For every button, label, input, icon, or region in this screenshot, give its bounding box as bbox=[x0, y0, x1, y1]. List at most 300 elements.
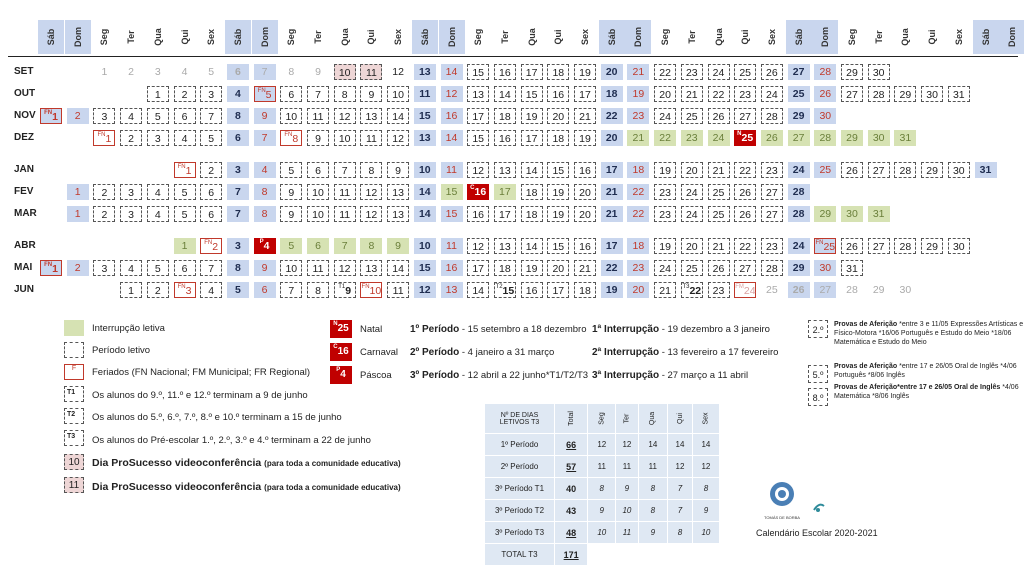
table-cell: 9 bbox=[692, 500, 719, 522]
day-cell: 7 bbox=[254, 130, 276, 146]
day-cell: 29 bbox=[894, 86, 916, 102]
day-cell: 13 bbox=[494, 162, 516, 178]
day-cell: 18 bbox=[521, 206, 543, 222]
day-cell: 7 bbox=[254, 64, 276, 80]
day-cell: 6 bbox=[307, 238, 329, 254]
table-cell: 9 bbox=[616, 478, 638, 500]
day-cell: 13 bbox=[387, 206, 409, 222]
day-cell: 14 bbox=[387, 108, 409, 124]
day-cell: 3 bbox=[147, 130, 169, 146]
table-total-label: TOTAL T3 bbox=[485, 544, 555, 566]
day-cell: 25 bbox=[766, 284, 778, 296]
day-cell: 31 bbox=[975, 162, 997, 178]
day-cell: 11 bbox=[334, 184, 356, 200]
day-cell: 31 bbox=[868, 206, 890, 222]
day-cell: $^{T1}$9 bbox=[334, 282, 356, 298]
weekday-header: Qui bbox=[553, 29, 564, 45]
natal-label: Natal bbox=[360, 324, 383, 335]
table-cell: 14 bbox=[692, 434, 719, 456]
period-3: 3º Período - 12 abril a 22 junho*T1/T2/T3 bbox=[410, 370, 589, 381]
afericao-text-2: Provas de Aferição *entre 3 e 11/05 Expressões Artísticas e Físico-Motora *16/06 Português e Estudo do Meio *18/06 Matemática e Estudo do Meio bbox=[834, 321, 1024, 346]
day-cell: 22 bbox=[734, 162, 756, 178]
day-cell: 8 bbox=[288, 66, 295, 78]
day-cell: 26 bbox=[708, 260, 730, 276]
table-cell: 10 bbox=[616, 500, 638, 522]
table-header-first: Nº DE DIAS LETIVOS T3 bbox=[485, 404, 555, 434]
day-cell: 9 bbox=[315, 66, 321, 78]
day-cell: 9 bbox=[307, 130, 329, 146]
weekday-header: Sex bbox=[580, 28, 590, 46]
day-cell: 9 bbox=[254, 260, 276, 276]
weekday-header: Sáb bbox=[973, 20, 999, 54]
header-divider bbox=[8, 56, 1018, 57]
table-cell: 11 bbox=[638, 456, 668, 478]
day-cell: 6 bbox=[280, 86, 302, 102]
day-cell: 14 bbox=[521, 162, 543, 178]
day-cell: 26 bbox=[708, 108, 730, 124]
day-cell: 21 bbox=[681, 86, 703, 102]
weekday-header: Sex bbox=[766, 28, 777, 46]
day-cell: 30 bbox=[841, 206, 863, 222]
day-cell: 2 bbox=[120, 130, 142, 146]
day-cell: 16 bbox=[467, 206, 489, 222]
day-cell: 1 bbox=[67, 184, 89, 200]
day-cell: 9 bbox=[360, 86, 382, 102]
day-cell: 20 bbox=[681, 162, 703, 178]
day-cell: $^{FN}$5 bbox=[254, 86, 276, 102]
legend-prosucesso-10: Dia ProSucesso videoconferência (para toda a comunidade educativa) bbox=[92, 457, 401, 469]
day-cell: 10 bbox=[307, 206, 329, 222]
day-cell: 15 bbox=[467, 130, 489, 146]
table-cell: 9 bbox=[588, 500, 616, 522]
day-cell: 23 bbox=[708, 282, 730, 298]
table-header-total: Total bbox=[555, 404, 588, 434]
day-cell: 17 bbox=[494, 206, 516, 222]
day-cell: 18 bbox=[494, 108, 516, 124]
day-cell: $^C$16 bbox=[467, 184, 489, 200]
day-cell: 6 bbox=[254, 282, 276, 298]
day-cell: 20 bbox=[627, 282, 649, 298]
weekday-header: Qui bbox=[179, 29, 190, 45]
day-cell: 5 bbox=[147, 108, 169, 124]
day-cell: 10 bbox=[280, 260, 302, 276]
day-cell: 3 bbox=[227, 162, 249, 178]
month-label: JAN bbox=[14, 164, 35, 175]
day-cell: 14 bbox=[387, 260, 409, 276]
table-cell: 12 bbox=[616, 434, 638, 456]
day-cell: 7 bbox=[200, 108, 222, 124]
weekday-header: Sex bbox=[206, 28, 217, 46]
table-cell: 3º Período T1 bbox=[485, 478, 555, 500]
day-cell: 3 bbox=[93, 260, 115, 276]
day-cell: 22 bbox=[734, 238, 756, 254]
month-label: ABR bbox=[14, 240, 36, 251]
day-cell: 19 bbox=[547, 184, 569, 200]
legend-prosucesso-11: Dia ProSucesso videoconferência (para toda a comunidade educativa) bbox=[92, 481, 401, 493]
day-cell: 26 bbox=[814, 86, 836, 102]
day-cell: 22 bbox=[627, 184, 649, 200]
weekday-header: Sáb bbox=[225, 20, 251, 54]
day-cell: 30 bbox=[814, 260, 836, 276]
day-cell: 27 bbox=[814, 282, 836, 298]
day-cell: 14 bbox=[414, 206, 436, 222]
day-cell: 30 bbox=[948, 238, 970, 254]
day-cell: 20 bbox=[574, 206, 596, 222]
legend-swatch-t1: T1 bbox=[64, 386, 84, 402]
afericao-box-5: 5.º bbox=[808, 365, 828, 383]
table-cell: 8 bbox=[638, 500, 668, 522]
table-row bbox=[485, 478, 720, 500]
day-cell: 10 bbox=[414, 162, 436, 178]
day-cell: 28 bbox=[788, 184, 810, 200]
legend-t2: Os alunos do 5.º, 6.º, 7.º, 8.º e 10.º terminam a 15 de junho bbox=[92, 412, 342, 423]
day-cell: 14 bbox=[441, 130, 463, 146]
day-cell: 22 bbox=[601, 108, 623, 124]
school-name: TOMÁS DE BORBA bbox=[764, 515, 800, 520]
day-cell: 12 bbox=[467, 162, 489, 178]
interruption-3: 3ª Interrupção - 27 março a 11 abril bbox=[592, 370, 749, 381]
weekday-header: Sex bbox=[953, 28, 964, 46]
table-cell bbox=[692, 544, 719, 566]
footer-title: Calendário Escolar 2020-2021 bbox=[756, 528, 878, 538]
table-cell: 11 bbox=[616, 522, 638, 544]
day-cell: $^N$25 bbox=[734, 130, 756, 146]
weekday-header: Dom bbox=[812, 20, 838, 54]
afericao-box-8: 8.º bbox=[808, 388, 828, 406]
day-cell: 11 bbox=[307, 108, 329, 124]
day-cell: 19 bbox=[601, 282, 623, 298]
day-cell: 10 bbox=[414, 238, 436, 254]
day-cell: 21 bbox=[601, 206, 623, 222]
month-label: NOV bbox=[14, 110, 36, 121]
table-cell: 10 bbox=[588, 522, 616, 544]
day-cell: 22 bbox=[654, 64, 676, 80]
day-cell: 28 bbox=[761, 260, 783, 276]
table-cell: 66 bbox=[555, 434, 588, 456]
table-cell: 8 bbox=[638, 478, 668, 500]
day-cell: 25 bbox=[681, 260, 703, 276]
day-cell: $^{FN}$8 bbox=[280, 130, 302, 146]
day-cell: 28 bbox=[814, 64, 836, 80]
day-cell: 16 bbox=[494, 64, 516, 80]
day-cell: 10 bbox=[280, 108, 302, 124]
day-cell: 9 bbox=[254, 108, 276, 124]
day-cell: 2 bbox=[128, 66, 135, 78]
day-cell: 7 bbox=[307, 86, 329, 102]
day-cell: 25 bbox=[681, 108, 703, 124]
day-cell: 26 bbox=[788, 282, 810, 298]
table-cell: 1º Período bbox=[485, 434, 555, 456]
day-cell: 16 bbox=[574, 162, 596, 178]
day-cell: 13 bbox=[414, 64, 436, 80]
month-label: OUT bbox=[14, 88, 36, 99]
table-cell: 12 bbox=[668, 456, 693, 478]
table-cell bbox=[638, 544, 668, 566]
weekday-header: Qui bbox=[366, 29, 377, 45]
day-cell: 23 bbox=[734, 86, 756, 102]
day-cell: 2 bbox=[67, 108, 89, 124]
legend-t1: Os alunos do 9.º, 11.º e 12.º terminam a 9 de junho bbox=[92, 390, 308, 401]
legend-swatch-t2: T2 bbox=[64, 408, 84, 424]
day-cell: 6 bbox=[227, 64, 249, 80]
weekday-header: Qui bbox=[740, 29, 751, 45]
day-cell: 2 bbox=[200, 162, 222, 178]
day-cell: 25 bbox=[708, 184, 730, 200]
day-cell: 13 bbox=[441, 282, 463, 298]
day-cell: 19 bbox=[654, 162, 676, 178]
day-cell: 11 bbox=[360, 130, 382, 146]
day-cell: 28 bbox=[761, 108, 783, 124]
day-cell: 18 bbox=[494, 260, 516, 276]
day-cell: 17 bbox=[574, 86, 596, 102]
day-cell: 6 bbox=[307, 162, 329, 178]
day-cell: 24 bbox=[788, 162, 810, 178]
day-cell: 3 bbox=[120, 206, 142, 222]
day-cell: $^{FN}$1 bbox=[174, 162, 196, 178]
day-cell: 16 bbox=[494, 130, 516, 146]
month-label: MAR bbox=[14, 208, 37, 219]
day-cell: 31 bbox=[841, 260, 863, 276]
day-cell: 27 bbox=[761, 206, 783, 222]
weekday-header: Ter bbox=[873, 30, 884, 44]
table-cell: 57 bbox=[555, 456, 588, 478]
day-cell: 10 bbox=[334, 64, 356, 80]
table-row bbox=[485, 434, 720, 456]
day-cell: 7 bbox=[334, 238, 356, 254]
table-cell bbox=[668, 544, 693, 566]
day-cell: 11 bbox=[307, 260, 329, 276]
legend-swatch-interrupcao bbox=[64, 320, 84, 336]
day-cell: 5 bbox=[174, 206, 196, 222]
day-cell: 20 bbox=[547, 260, 569, 276]
month-label: MAI bbox=[14, 262, 33, 273]
weekday-header: Dom bbox=[65, 20, 91, 54]
day-cell: 27 bbox=[841, 86, 863, 102]
interruption-1: 1ª Interrupção - 19 dezembro a 3 janeiro bbox=[592, 324, 770, 335]
weekday-header: Ter bbox=[126, 30, 137, 44]
day-cell: 10 bbox=[334, 130, 356, 146]
day-cell: 1 bbox=[174, 238, 196, 254]
day-cell: 18 bbox=[547, 64, 569, 80]
day-cell: 27 bbox=[734, 260, 756, 276]
legend-t3: Os alunos do Pré-escolar 1.º, 2.º, 3.º e 4.º terminam a 22 de junho bbox=[92, 435, 371, 446]
day-cell: 27 bbox=[868, 238, 890, 254]
day-cell: 21 bbox=[654, 282, 676, 298]
secondary-logo-icon bbox=[812, 500, 826, 514]
day-cell: 12 bbox=[334, 108, 356, 124]
day-cell: 19 bbox=[574, 130, 596, 146]
table-cell: 14 bbox=[668, 434, 693, 456]
table-cell: 12 bbox=[692, 456, 719, 478]
day-cell: 15 bbox=[441, 184, 463, 200]
day-cell: $^{FN}$25 bbox=[815, 240, 836, 253]
day-cell: 4 bbox=[200, 282, 222, 298]
day-cell: 15 bbox=[441, 206, 463, 222]
day-cell: 6 bbox=[200, 206, 222, 222]
day-cell: $^{FM}$24 bbox=[735, 284, 756, 297]
day-cell: 25 bbox=[708, 206, 730, 222]
day-cell: 18 bbox=[627, 238, 649, 254]
day-cell: 14 bbox=[494, 86, 516, 102]
table-header-ter: Ter bbox=[616, 404, 638, 434]
day-cell: 22 bbox=[601, 260, 623, 276]
day-cell: 19 bbox=[521, 108, 543, 124]
day-cell: $^{FN}$1 bbox=[93, 130, 115, 146]
day-cell: 3 bbox=[227, 238, 249, 254]
weekday-header: Qui bbox=[927, 29, 938, 45]
day-cell: 18 bbox=[574, 282, 596, 298]
day-cell: 28 bbox=[894, 238, 916, 254]
period-2: 2º Período - 4 janeiro a 31 março bbox=[410, 347, 555, 358]
weekday-header: Seg bbox=[660, 28, 671, 46]
day-cell: 16 bbox=[574, 238, 596, 254]
table-header-qua: Qua bbox=[638, 404, 668, 434]
day-cell: 21 bbox=[708, 162, 730, 178]
day-cell: 18 bbox=[521, 184, 543, 200]
day-cell: 5 bbox=[200, 130, 222, 146]
day-cell: 8 bbox=[360, 238, 382, 254]
table-header-seg: Seg bbox=[588, 404, 616, 434]
day-cell: 8 bbox=[254, 206, 276, 222]
table-cell: 10 bbox=[692, 522, 719, 544]
table-total-row bbox=[485, 544, 720, 566]
day-cell: 19 bbox=[654, 238, 676, 254]
day-cell: 3 bbox=[200, 86, 222, 102]
day-cell: 8 bbox=[360, 162, 382, 178]
day-cell: 4 bbox=[227, 86, 249, 102]
day-cell: 4 bbox=[147, 184, 169, 200]
day-cell: 25 bbox=[788, 86, 810, 102]
legend-swatch-10: 10 bbox=[64, 454, 84, 470]
day-cell: 7 bbox=[227, 206, 249, 222]
day-cell: 27 bbox=[761, 184, 783, 200]
legend-periodo: Período letivo bbox=[92, 345, 151, 356]
day-cell: 28 bbox=[814, 130, 836, 146]
pascoa-box: $^P$4 bbox=[330, 366, 352, 384]
day-cell: 6 bbox=[200, 184, 222, 200]
day-cell: 4 bbox=[120, 108, 142, 124]
day-cell: 1 bbox=[67, 206, 89, 222]
day-cell: 25 bbox=[734, 64, 756, 80]
day-cell: 19 bbox=[521, 260, 543, 276]
day-cell: 21 bbox=[708, 238, 730, 254]
day-cell: 19 bbox=[547, 206, 569, 222]
table-total-value: 171 bbox=[555, 544, 588, 566]
day-cell: 13 bbox=[494, 238, 516, 254]
day-cell: 9 bbox=[280, 184, 302, 200]
day-cell: 26 bbox=[841, 238, 863, 254]
day-cell: 29 bbox=[814, 206, 836, 222]
day-cell: 8 bbox=[254, 184, 276, 200]
day-cell: 17 bbox=[521, 130, 543, 146]
day-cell: 29 bbox=[788, 108, 810, 124]
day-cell: 26 bbox=[841, 162, 863, 178]
weekday-header: Seg bbox=[286, 28, 297, 46]
day-cell: 22 bbox=[708, 86, 730, 102]
day-cell: 3 bbox=[93, 108, 115, 124]
afericao-box-2: 2.º bbox=[808, 320, 828, 338]
school-logo bbox=[762, 480, 802, 520]
day-cell: 28 bbox=[894, 162, 916, 178]
day-cell: 23 bbox=[681, 64, 703, 80]
day-cell: 5 bbox=[227, 282, 249, 298]
day-cell: 24 bbox=[788, 238, 810, 254]
day-cell: 8 bbox=[227, 260, 249, 276]
day-cell: 24 bbox=[654, 260, 676, 276]
day-cell: 20 bbox=[654, 86, 676, 102]
day-cell: 30 bbox=[921, 86, 943, 102]
day-cell: 22 bbox=[627, 206, 649, 222]
table-cell: 11 bbox=[588, 456, 616, 478]
day-cell: 29 bbox=[788, 260, 810, 276]
day-cell: 18 bbox=[547, 130, 569, 146]
weekday-header: Dom bbox=[439, 20, 465, 54]
day-cell: 20 bbox=[601, 64, 623, 80]
school-days-table bbox=[484, 403, 720, 566]
day-cell: 9 bbox=[387, 238, 409, 254]
day-cell: 13 bbox=[360, 260, 382, 276]
legend-feriados: Feriados (FN Nacional; FM Municipal; FR Regional) bbox=[92, 367, 311, 378]
day-cell: 29 bbox=[841, 64, 863, 80]
weekday-header: Qua bbox=[713, 28, 724, 46]
weekday-header: Qua bbox=[339, 28, 350, 46]
school-logo-icon bbox=[762, 480, 802, 510]
day-cell: 17 bbox=[494, 184, 516, 200]
day-cell: 7 bbox=[200, 260, 222, 276]
day-cell: 12 bbox=[467, 238, 489, 254]
weekday-header: Sex bbox=[393, 28, 404, 46]
day-cell: 14 bbox=[414, 184, 436, 200]
legend-swatch-periodo bbox=[64, 342, 84, 358]
day-cell: 31 bbox=[894, 130, 916, 146]
table-header-qui: Qui bbox=[668, 404, 693, 434]
day-cell: 8 bbox=[334, 86, 356, 102]
table-cell bbox=[588, 544, 616, 566]
day-cell: 9 bbox=[387, 162, 409, 178]
day-cell: 24 bbox=[681, 184, 703, 200]
table-row bbox=[485, 522, 720, 544]
month-label: DEZ bbox=[14, 132, 34, 143]
weekday-header: Dom bbox=[999, 20, 1024, 54]
month-label: SET bbox=[14, 66, 34, 77]
day-cell: 26 bbox=[734, 206, 756, 222]
day-cell: 20 bbox=[681, 238, 703, 254]
day-cell: 19 bbox=[627, 86, 649, 102]
day-cell: $^P$4 bbox=[254, 238, 276, 254]
day-cell: 26 bbox=[761, 64, 783, 80]
carnaval-label: Carnaval bbox=[360, 347, 399, 358]
weekday-header: Dom bbox=[625, 20, 651, 54]
day-cell: 26 bbox=[761, 130, 783, 146]
day-cell: 2 bbox=[67, 260, 89, 276]
day-cell: 24 bbox=[708, 130, 730, 146]
day-cell: $^{FN}$2 bbox=[200, 238, 222, 254]
day-cell: 15 bbox=[521, 86, 543, 102]
weekday-header: Sáb bbox=[38, 20, 64, 54]
day-cell: 24 bbox=[761, 86, 783, 102]
weekday-header: Dom bbox=[252, 20, 278, 54]
carnaval-box: $^C$16 bbox=[330, 343, 352, 361]
day-cell: 14 bbox=[441, 64, 463, 80]
day-cell: 11 bbox=[334, 206, 356, 222]
day-cell: 5 bbox=[280, 238, 302, 254]
afericao-text-5: Provas de Aferição *entre 17 e 26/05 Oral de Inglês *4/06 Português *8/06 Inglês bbox=[834, 363, 1017, 379]
weekday-header: Sáb bbox=[412, 20, 438, 54]
day-cell: 4 bbox=[254, 162, 276, 178]
table-cell bbox=[616, 544, 638, 566]
day-cell: 7 bbox=[334, 162, 356, 178]
month-label: FEV bbox=[14, 186, 34, 197]
